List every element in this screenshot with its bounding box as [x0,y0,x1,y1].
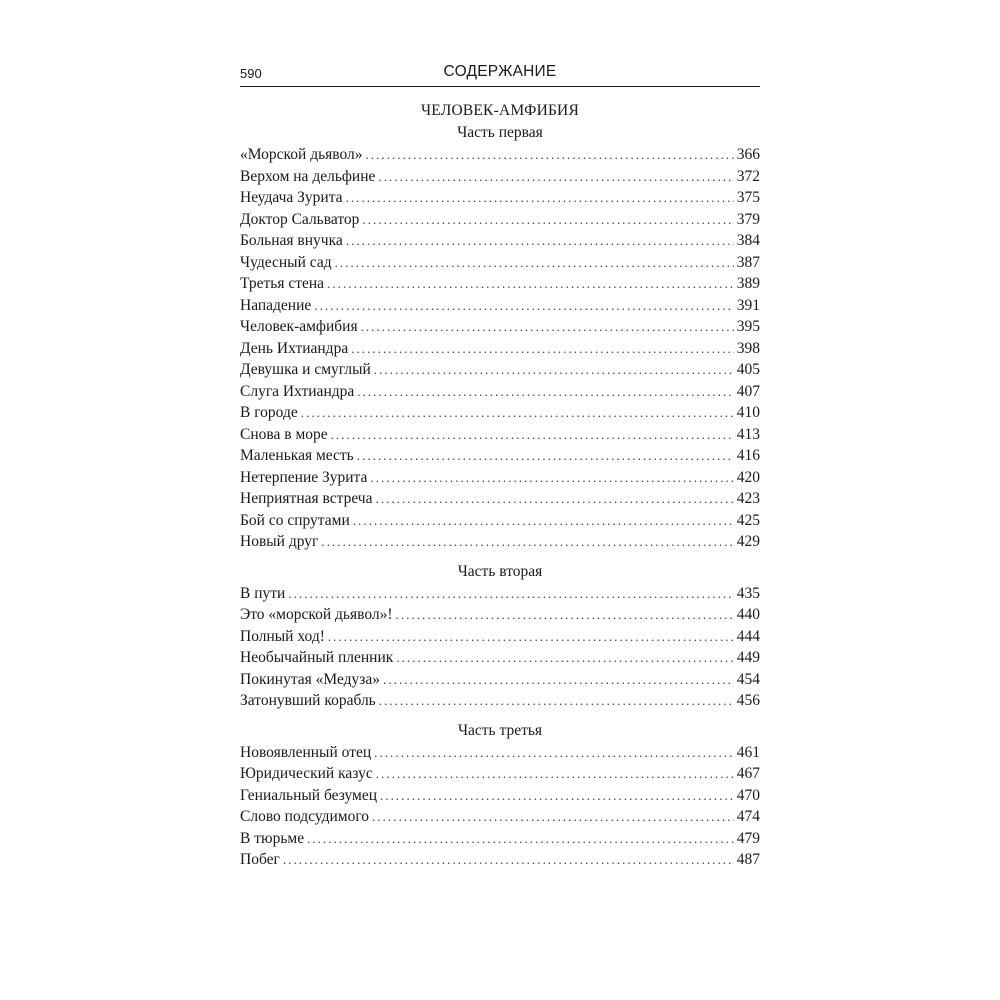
toc-entry[interactable] [240,445,760,467]
dot-leader [283,849,734,871]
toc-entry[interactable] [240,690,760,712]
chapter-title: Неприятная встреча [240,490,373,507]
chapter-title: Бой со спрутами [240,511,350,529]
chapter-page-number: 407 [736,382,760,400]
book-page [240,60,760,871]
chapter-page-number: 387 [736,253,760,271]
dot-leader [327,273,734,295]
chapter-page-number: 444 [736,627,760,645]
toc-part-3 [240,720,760,871]
chapter-list [240,144,760,553]
dot-leader [331,424,734,446]
chapter-title: Юридический казус [240,765,373,782]
dot-leader [321,531,733,553]
toc-entry[interactable] [240,647,760,669]
toc-entry[interactable] [240,531,760,553]
toc-part-2 [240,561,760,712]
chapter-title: Слуга Ихтиандра [240,382,355,400]
dot-leader [357,445,734,467]
work-title: ЧЕЛОВЕК-АМФИБИЯ [421,102,579,119]
dot-leader [357,381,733,403]
toc-entry[interactable] [240,295,760,317]
toc-entry[interactable] [240,626,760,648]
chapter-title: Побег [240,851,280,868]
dot-leader [346,230,734,252]
chapter-title: Неудача Зурита [240,189,343,206]
toc-entry[interactable] [240,763,760,785]
chapter-title: Затонувший корабль [240,692,376,709]
dot-leader [314,295,733,317]
chapter-page-number: 479 [736,829,760,847]
chapter-page-number: 379 [736,210,760,228]
dot-leader [379,690,734,712]
dot-leader [353,510,734,532]
dot-leader [346,187,734,209]
dot-leader [362,209,733,231]
toc-parts [240,122,760,871]
chapter-page-number: 395 [736,318,760,335]
chapter-page-number: 435 [736,584,760,602]
toc-entry[interactable] [240,828,760,850]
table-of-contents [240,99,760,871]
chapter-title: Покинутая «Медуза» [240,670,381,688]
chapter-title: В тюрьме [240,829,305,847]
chapter-title: Доктор Сальватор [240,210,360,228]
dot-leader [374,359,734,381]
chapter-page-number: 384 [736,232,760,249]
chapter-page-number: 474 [736,808,760,825]
chapter-list [240,583,760,712]
chapter-title: Гениальный безумец [240,786,378,804]
toc-entry[interactable] [240,806,760,828]
toc-entry[interactable] [240,359,760,381]
dot-leader [376,763,734,785]
page-number: 590 [240,66,262,81]
chapter-page-number: 425 [736,511,760,529]
chapter-title: В городе [240,404,298,421]
chapter-title: Полный ход! [240,627,325,645]
dot-leader [396,647,733,669]
chapter-page-number: 372 [736,167,760,185]
dot-leader [375,488,733,510]
chapter-title: Нападение [240,296,312,314]
toc-part-1 [240,122,760,553]
toc-entry[interactable] [240,273,760,295]
toc-entry[interactable] [240,230,760,252]
chapter-title: Снова в море [240,425,328,443]
toc-entry[interactable] [240,604,760,626]
chapter-page-number: 467 [736,765,760,782]
chapter-page-number: 461 [736,743,760,761]
chapter-page-number: 423 [736,490,760,507]
dot-leader [307,828,734,850]
dot-leader [361,316,734,338]
chapter-title: Больная внучка [240,232,343,249]
chapter-title: Третья стена [240,275,325,292]
chapter-title: Маленькая месть [240,447,354,464]
chapter-title: «Морской дьявол» [240,146,363,163]
chapter-page-number: 366 [736,146,760,163]
chapter-page-number: 375 [736,189,760,206]
part-title: Часть вторая [457,562,543,580]
chapter-title: Это «морской дьявол»! [240,606,393,623]
chapter-page-number: 391 [736,296,760,314]
chapter-page-number: 410 [736,404,760,421]
dot-leader [366,144,734,166]
chapter-title: Верхом на дельфине [240,167,376,185]
chapter-page-number: 416 [736,447,760,464]
chapter-page-number: 454 [736,670,760,688]
toc-entry[interactable] [240,209,760,231]
chapter-page-number: 449 [736,649,760,666]
dot-leader [374,742,734,764]
dot-leader [383,669,734,691]
chapter-title: Человек-амфибия [240,318,358,335]
toc-entry[interactable] [240,849,760,871]
running-header [240,60,760,87]
dot-leader [328,626,734,648]
dot-leader [370,467,733,489]
chapter-title: Слово подсудимого [240,808,370,825]
chapter-page-number: 487 [736,851,760,868]
chapter-page-number: 413 [736,425,760,443]
toc-entry[interactable] [240,402,760,424]
running-title: СОДЕРЖАНИЕ [443,63,557,80]
dot-leader [335,252,734,274]
chapter-title: Нетерпение Зурита [240,468,368,486]
toc-entry[interactable] [240,669,760,691]
chapter-page-number: 456 [736,692,760,709]
toc-entry[interactable] [240,166,760,188]
chapter-page-number: 405 [736,361,760,378]
chapter-title: Девушка и смуглый [240,361,371,378]
chapter-page-number: 398 [736,339,760,357]
chapter-title: Чудесный сад [240,253,332,271]
chapter-title: День Ихтиандра [240,339,349,357]
chapter-title: Необычайный пленник [240,649,394,666]
part-title: Часть третья [457,721,543,739]
toc-entry[interactable] [240,510,760,532]
chapter-list [240,742,760,871]
toc-entry[interactable] [240,187,760,209]
dot-leader [380,785,734,807]
dot-leader [301,402,734,424]
chapter-page-number: 389 [736,275,760,292]
chapter-page-number: 420 [736,468,760,486]
chapter-title: Новый друг [240,533,319,550]
chapter-title: Новоявленный отец [240,743,372,761]
toc-entry[interactable] [240,424,760,446]
part-title: Часть первая [457,124,543,141]
dot-leader [396,604,734,626]
toc-entry[interactable] [240,488,760,510]
dot-leader [372,806,734,828]
toc-entry[interactable] [240,338,760,360]
toc-entry[interactable] [240,742,760,764]
dot-leader [351,338,734,360]
chapter-page-number: 470 [736,786,760,804]
chapter-title: В пути [240,584,286,602]
chapter-page-number: 440 [736,606,760,623]
dot-leader [378,166,733,188]
toc-entry[interactable] [240,467,760,489]
toc-entry[interactable] [240,381,760,403]
dot-leader [288,583,733,605]
toc-entry[interactable] [240,583,760,605]
toc-entry[interactable] [240,144,760,166]
chapter-page-number: 429 [736,533,760,550]
toc-entry[interactable] [240,252,760,274]
toc-entry[interactable] [240,785,760,807]
toc-entry[interactable] [240,316,760,338]
